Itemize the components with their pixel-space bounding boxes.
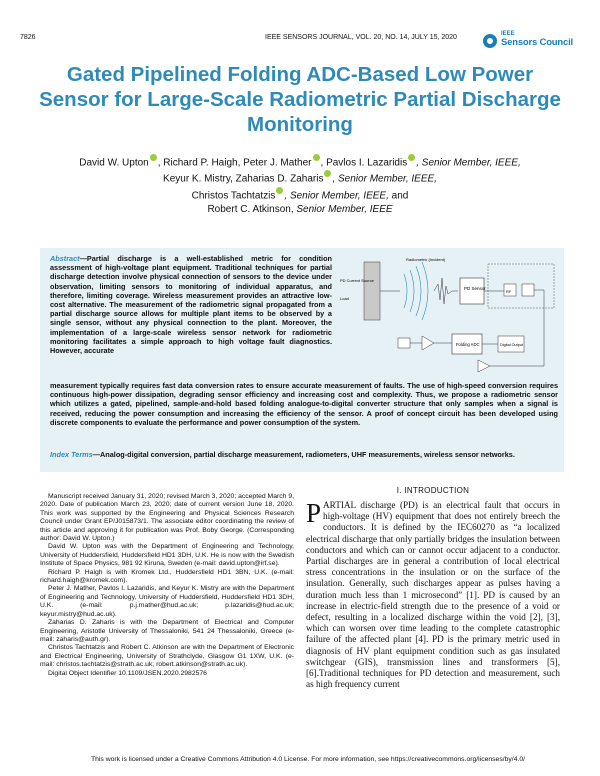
orcid-icon[interactable]	[313, 154, 320, 161]
page-number: 7826	[20, 34, 36, 41]
authors-1b: , Richard P. Haigh, Peter J. Mather	[157, 157, 312, 169]
authors-and: and	[388, 189, 409, 201]
doi-line[interactable]: Digital Object Identifier 10.1109/JSEN.2020.2982576	[48, 669, 207, 677]
figure-label: RF	[506, 289, 512, 294]
orcid-icon[interactable]	[276, 187, 283, 194]
figure-label: Digital Output	[500, 343, 524, 347]
pulse-trace	[434, 278, 458, 304]
author-upton: David W. Upton	[79, 157, 149, 169]
intro-paragraph	[306, 500, 560, 690]
abstract-wide: measurement typically requires fast data conversion rates to ensure accurate measurement of faults. The use of high-speed conversion requires continuous high-power dissipation, degrading sensor efficiency and increasing cost and complexity. Thus, we propose a radiometric sensor which utilizes a gated, pipelined, sample-and-hold based folding analogue-to-digital converter structure that only samples when a signal is received, reducing the power consumption and increasing the efficiency of the sensor. A proof of concept circuit has been developed using discrete components to evaluate the performance and power consumption of the system.	[50, 381, 558, 427]
footnote: Zaharias D. Zaharis is with the Department of Electrical and Computer Engineering, Aristotle University of Thessaloniki, 541 24 Thessaloniki, Greece (e-mail: zaharis@auth.gr).	[40, 619, 294, 643]
orcid-icon[interactable]	[408, 154, 415, 161]
figure-label: PD Sensor	[464, 286, 486, 291]
index-terms	[50, 450, 558, 459]
footnote: Manuscript received January 31, 2020; revised March 3, 2020; accepted March 9, 2020. Date of publication March 23, 2020; date of current version June 18, 2020. This work was supported by the Engineering and Physical Sciences Research Council under Grant EP/J015873/1. The associate editor coordinating the review of this article and approving it for publication was Prof. Boby George. (Corresponding author: David W. Upton.)	[40, 493, 294, 543]
author-lazaridis: , Pavlos I. Lazaridis	[320, 157, 408, 169]
member-grade: , Senior Member, IEEE,	[416, 157, 521, 169]
footnote: Peter J. Mather, Pavlos I. Lazaridis, and Keyur K. Mistry are with the Department of Engineering and Technology, University of Huddersfield, Huddersfield HD1 3DH, U.K. (e-mail: p.j.mather@hud.ac.uk; p.lazaridis@hud.ac.uk; keyur.mistry@hud.ac.uk).	[40, 585, 294, 618]
intro-text: discharge (PD) is an electrical fault that occurs in high-voltage (HV) equipment that does not entirely breech the conductors. It is defined by the IEC60270 as “a localized electrical discharge that only partially bridges the insulation between conductors and which can or cannot occur adjacent to a conductor. Partial discharges are in general a contribution of local electrical stress concentrations in the insulation or on the surface of the insulation. Generally, such discharges appear as pulses having a duration much less than 1 microsecond” [1]. PD is caused by an increase in electric-field strength due to the presence of a void or defect, resulting in a localized discharge within the void [2], [3], which can worsen over time leading to the complete catastrophic failure of the affected plant [4]. PD is the primary metric used in diagnosis of HV plant equipment condition such as gas insulated switchgear (GIS), transmission lines and transformers [5], [6].Traditional techniques for PD detection and measurement, such as high frequency current	[306, 500, 560, 690]
footnote: Christos Tachtatzis and Robert C. Atkinson are with the Department of Electronic and Electrical Engineering, University of Strathclyde, Glasgow G1 1XW, U.K. (e-mail: christos.tachtatzis@strath.ac.uk; robert.atkinson@strath.ac.uk).	[40, 644, 294, 669]
radiated-waves	[404, 262, 428, 320]
pd-source-block	[364, 262, 380, 320]
amp-icon	[422, 336, 434, 350]
amp-icon	[478, 360, 490, 372]
filter-block	[522, 284, 534, 296]
figure-label: Folding ADC	[456, 342, 480, 347]
footnotes	[40, 493, 294, 678]
authors-2a: Keyur K. Mistry, Zaharias D. Zaharis	[163, 173, 324, 185]
member-grade: Senior Member, IEEE	[293, 203, 393, 215]
system-figure	[338, 254, 560, 378]
abstract-text: —Partial discharge is a well-established metric for condition assessment of high-voltage plant equipment. Traditional techniques for partial discharge detection involve physical connection of sensors to the device under observation, limiting sensors to monitoring of individual apparatus, and therefore, limiting coverage. Wireless measurement provides an attractive low-cost alternative. The measurement of the radiometric signal propagated from a partial discharge source allows for multiple plant items to be observed by a single sensor, without any physical connection to the plant. Moreover, the implementation of a large-scale wireless sensor network for radiometric monitoring facilitates a simple approach to high voltage fault diagnostics. However, accurate	[50, 254, 332, 356]
sensors-council-logo	[483, 31, 583, 49]
figure-label: Radiometric (Incident)	[406, 257, 446, 262]
journal-line: IEEE SENSORS JOURNAL, VOL. 20, NO. 14, JULY 15, 2020	[265, 34, 457, 41]
sample-block	[398, 338, 410, 348]
logo-top: IEEE	[501, 31, 515, 37]
logo-name: Sensors Council	[501, 37, 573, 48]
orcid-icon[interactable]	[324, 170, 331, 177]
member-grade: , Senior Member, IEEE,	[284, 189, 389, 201]
intro-lead: ARTIAL	[323, 500, 356, 510]
abstract-narrow	[50, 254, 332, 355]
member-grade: , Senior Member, IEEE,	[332, 173, 437, 185]
figure-label: PD Current Source	[340, 278, 374, 283]
license-footer: This work is licensed under a Creative Commons Attribution 4.0 License. For more information, see https://creativecommons.org/licenses/by/4.0/	[90, 756, 526, 763]
orcid-icon[interactable]	[150, 154, 157, 161]
index-terms-text: —Analog-digital conversion, partial discharge measurement, radiometers, UHF measurements, wireless sensor networks.	[92, 450, 515, 459]
footnote: Richard P. Haigh is with Kromek Ltd., Huddersfield HD1 3BN, U.K. (e-mail: richard.haigh@kromek.com).	[40, 568, 294, 585]
section-heading: I. INTRODUCTION	[396, 486, 470, 495]
author-atkinson: Robert C. Atkinson,	[207, 203, 294, 215]
abstract-label: Abstract	[50, 254, 80, 263]
author-list	[40, 154, 560, 217]
drop-cap: P	[306, 498, 322, 528]
ieee-logo-icon	[483, 34, 497, 48]
pd-sensor-box	[460, 278, 484, 304]
index-terms-label: Index Terms	[50, 450, 93, 459]
author-tachtatzis: Christos Tachtatzis	[191, 189, 276, 201]
figure-label: Load	[340, 296, 349, 301]
footnote: David W. Upton was with the Department of Engineering and Technology, University of Huddersfield, Huddersfield HD1 3DH, U.K. He is now with the Swedish Institute of Space Physics, 981 92 Kiruna, Sweden (e-mail: david.upton@irf.se).	[40, 543, 294, 568]
paper-title: Gated Pipelined Folding ADC-Based Low Power Sensor for Large-Scale Radiometric Partial Discharge Monitoring	[39, 63, 561, 136]
